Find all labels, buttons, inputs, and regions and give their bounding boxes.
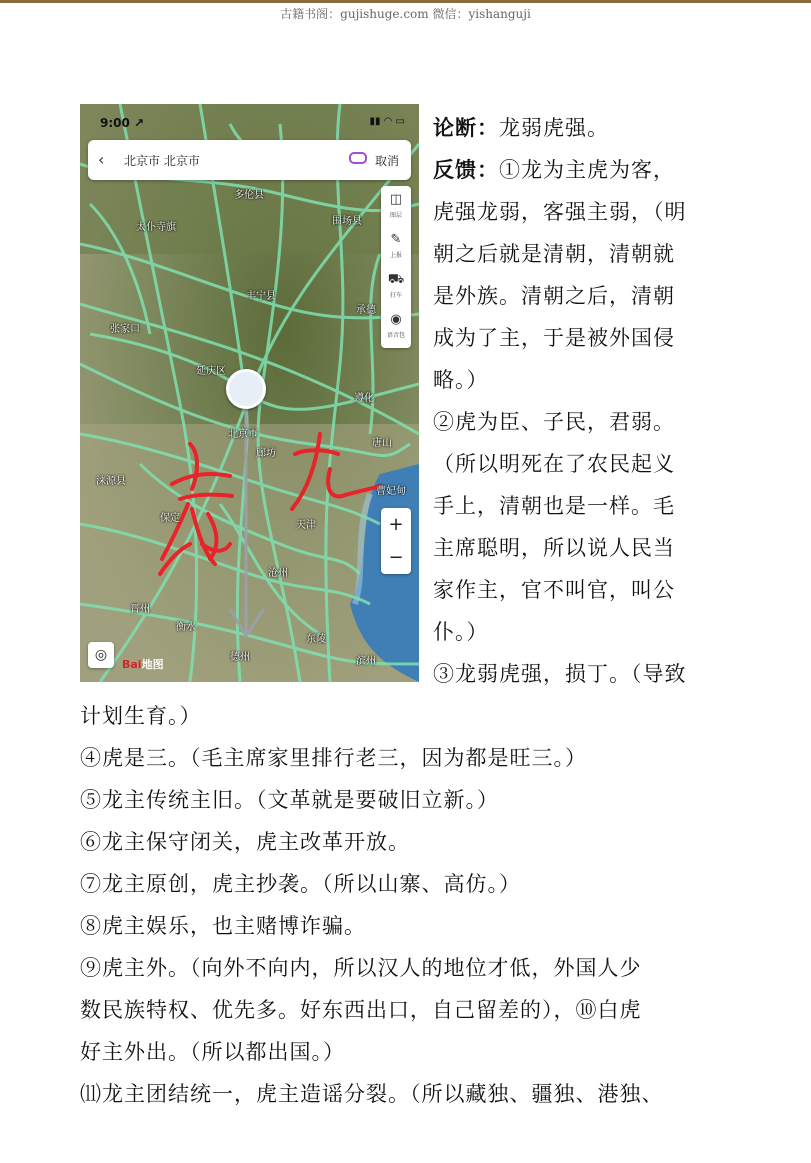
top-rule xyxy=(0,0,811,3)
place-label: 唐山 xyxy=(372,438,392,449)
back-icon[interactable]: ‹ xyxy=(98,150,105,169)
conclusion-value: 龙弱虎强。 xyxy=(499,116,609,140)
place-label: 德州 xyxy=(230,652,250,663)
place-label: 天津 xyxy=(296,520,316,531)
taxi-button[interactable] xyxy=(381,266,411,306)
status-bar xyxy=(80,104,419,138)
text-line: 仆。） xyxy=(433,620,489,644)
location-marker[interactable] xyxy=(226,369,266,409)
conclusion-line xyxy=(433,107,609,149)
zoom-control xyxy=(381,508,411,574)
text-line: ⑤龙主传统主旧。（文革就是要破旧立新。） xyxy=(80,788,499,812)
text-line: ⑧虎主娱乐，也主赌博诈骗。 xyxy=(80,914,366,938)
zoom-out-button[interactable]: − xyxy=(388,547,404,568)
layers-button[interactable] xyxy=(381,186,411,226)
cancel-button[interactable]: 取消 xyxy=(374,154,399,168)
taxi-label: 打车 xyxy=(389,292,402,299)
place-label: 沧州 xyxy=(268,568,288,579)
report-label: 上报 xyxy=(389,252,402,259)
place-label: 廊坊 xyxy=(256,448,276,459)
conclusion-label: 论断： xyxy=(433,115,499,140)
place-label: 围场县 xyxy=(332,216,362,227)
signal-battery-icon: ▮▮ ◠ ▭ xyxy=(369,116,405,127)
place-label: 滨州 xyxy=(356,656,376,667)
report-icon: ✎ xyxy=(390,232,402,247)
text-line: ①龙为主虎为客， xyxy=(499,158,675,182)
feedback-line xyxy=(433,149,675,191)
place-label: 北京市 xyxy=(228,429,258,440)
text-line: ②虎为臣、子民，君弱。 xyxy=(433,410,675,434)
layers-label: 图层 xyxy=(389,212,402,219)
layers-icon: ◫ xyxy=(389,192,403,207)
text-line: 朝之后就是清朝，清朝就 xyxy=(433,242,675,266)
text-line: ③龙弱虎强，损丁。（导致 xyxy=(433,662,687,686)
text-line: 略。） xyxy=(433,368,489,392)
feedback-label: 反馈： xyxy=(433,157,499,182)
place-label: 太仆寺旗 xyxy=(136,222,176,233)
car-icon: ⛟ xyxy=(387,272,405,287)
place-label: 东陵 xyxy=(306,634,326,645)
report-button[interactable] xyxy=(381,226,411,266)
text-line: 数民族特权、优先多。好东西出口，自己留差的），⑩白虎 xyxy=(80,998,642,1022)
page-header: 古籍书阁：gujishuge.com 微信：yishanguji xyxy=(280,7,531,21)
text-line: ⑨虎主外。（向外不向内，所以汉人的地位才低，外国人少 xyxy=(80,956,642,980)
text-line: ⑾龙主团结统一，虎主造谣分裂。（所以藏独、疆独、港独、 xyxy=(80,1082,664,1106)
place-label: 承德 xyxy=(356,305,376,316)
text-line: 手上，清朝也是一样。毛 xyxy=(433,494,675,518)
route-icon xyxy=(349,152,367,164)
place-label: 晋州 xyxy=(130,604,150,615)
place-label: 延庆区 xyxy=(196,366,226,377)
text-line: 计划生育。） xyxy=(80,704,202,728)
locate-icon: ◎ xyxy=(94,647,108,663)
text-line: 是外族。清朝之后，清朝 xyxy=(433,284,675,308)
status-time: 9:00 ↗ xyxy=(100,116,145,130)
text-line: ④虎是三。（毛主席家里排行老三，因为都是旺三。） xyxy=(80,746,587,770)
text-line: （所以明死在了农民起义 xyxy=(433,452,675,476)
place-label: 遵化 xyxy=(354,393,374,404)
text-line: 家作主，官不叫官，叫公 xyxy=(433,578,675,602)
text-line: ⑥龙主保守闭关，虎主改革开放。 xyxy=(80,830,410,854)
place-label: 张家口 xyxy=(110,324,140,335)
place-label: 曹妃甸 xyxy=(376,486,406,497)
voice-pack-icon: ◉ xyxy=(390,312,402,327)
place-label: 保定 xyxy=(160,513,180,524)
text-line: 成为了主，于是被外国侵 xyxy=(433,326,675,350)
zoom-in-button[interactable]: + xyxy=(388,514,404,535)
map-toolbar xyxy=(381,186,411,348)
place-label: 衡水 xyxy=(176,622,196,633)
search-bar[interactable] xyxy=(88,140,411,180)
map-logo: Bai地图 xyxy=(122,658,164,671)
map-screenshot xyxy=(80,104,419,682)
search-text: 北京市 北京市 xyxy=(124,154,200,168)
voice-pack-label: 语音包 xyxy=(386,332,405,339)
place-label: 丰宁县 xyxy=(246,291,276,302)
voice-pack-button[interactable] xyxy=(381,306,411,346)
locate-button[interactable] xyxy=(88,642,114,668)
text-line: ⑦龙主原创，虎主抄袭。（所以山寨、高仿。） xyxy=(80,872,521,896)
text-line: 好主外出。（所以都出国。） xyxy=(80,1040,345,1064)
place-label: 涞源县 xyxy=(96,476,126,487)
text-line: 主席聪明，所以说人民当 xyxy=(433,536,675,560)
text-line: 虎强龙弱，客强主弱，（明 xyxy=(433,200,687,224)
place-label: 多伦县 xyxy=(234,190,264,201)
